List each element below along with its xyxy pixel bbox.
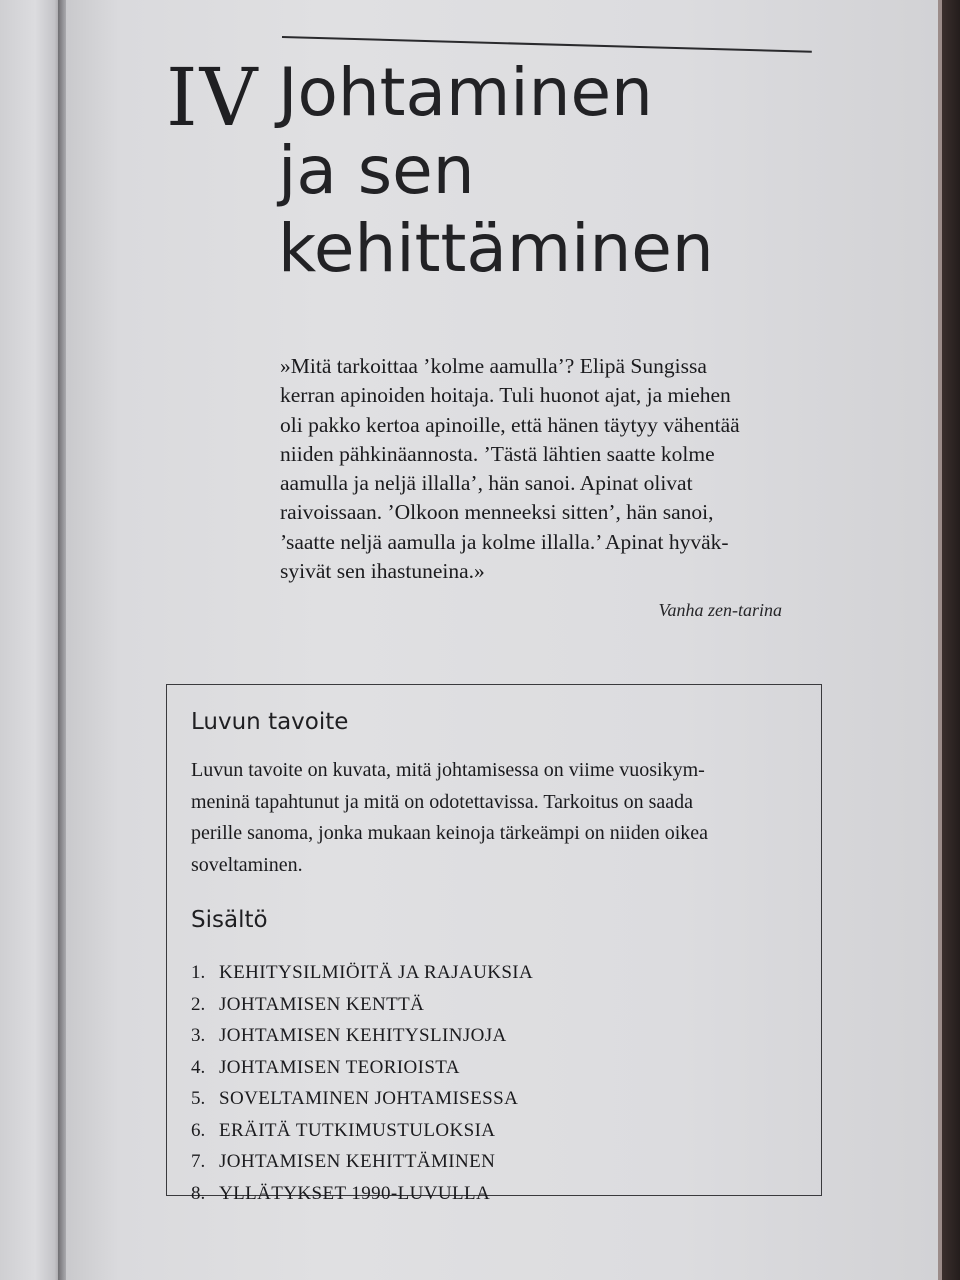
contents-item-label: KEHITYSILMIÖITÄ JA RAJAUKSIA — [219, 962, 534, 983]
contents-item-label: JOHTAMISEN KEHITYSLINJOJA — [219, 1025, 507, 1046]
left-page-edge — [0, 0, 64, 1280]
chapter-summary-box — [166, 684, 822, 1204]
contents-item-label: JOHTAMISEN KEHITTÄMINEN — [219, 1151, 496, 1172]
contents-item-number: 6. — [191, 1119, 206, 1141]
goal-line: meninä tapahtunut ja mitä on odotettavissa. Tarkoitus on saada — [191, 790, 694, 813]
contents-item-label: ERÄITÄ TUTKIMUSTULOKSIA — [219, 1119, 496, 1141]
contents-list — [191, 957, 533, 1209]
contents-item-number: 1. — [191, 962, 206, 983]
chapter-number: IV — [166, 51, 260, 144]
epigraph-line: syivät sen ihastuneina.» — [280, 559, 485, 584]
contents-item-label: YLLÄTYKSET 1990-LUVULLA — [219, 1182, 491, 1204]
goal-text — [191, 755, 801, 881]
epigraph-line: oli pakko kertoa apinoille, että hänen täytyy vähentää — [280, 412, 740, 437]
epigraph-line: niiden pähkinäannosta. ’Tästä lähtien saatte kolme — [280, 441, 715, 466]
contents-item — [191, 1115, 533, 1147]
contents-item-number: 7. — [191, 1151, 206, 1172]
contents-item — [191, 989, 533, 1021]
contents-item — [191, 957, 533, 989]
epigraph-quote — [280, 352, 822, 586]
contents-item-label: SOVELTAMINEN JOHTAMISESSA — [219, 1088, 519, 1109]
contents-item — [191, 1052, 533, 1084]
epigraph-line: kerran apinoiden hoitaja. Tuli huonot ajat, ja miehen — [280, 383, 731, 408]
book-cover-edge — [942, 0, 960, 1280]
contents-item — [191, 1020, 533, 1052]
contents-item-label: JOHTAMISEN KENTTÄ — [219, 993, 425, 1015]
contents-item-label: JOHTAMISEN TEORIOISTA — [219, 1056, 460, 1078]
epigraph-line: »Mitä tarkoittaa ’kolme aamulla’? Elipä Sungissa — [280, 354, 707, 378]
contents-item — [191, 1146, 533, 1178]
contents-item-number: 5. — [191, 1088, 206, 1109]
goal-heading: Luvun tavoite — [191, 709, 349, 735]
chapter-title — [278, 54, 714, 288]
contents-item-number: 8. — [191, 1182, 206, 1204]
chapter-title-line: ja sen — [278, 132, 475, 209]
epigraph-attribution: Vanha zen-tarina — [658, 600, 782, 620]
contents-item-number: 3. — [191, 1025, 206, 1046]
contents-heading: Sisältö — [191, 907, 268, 933]
epigraph-line: raivoissaan. ’Olkoon menneeksi sitten’, hän sanoi, — [280, 500, 714, 525]
chapter-title-line: Johtaminen — [278, 54, 653, 131]
epigraph-line: ’saatte neljä aamulla ja kolme illalla.’ Apinat hyväk- — [280, 529, 729, 554]
contents-item-number: 4. — [191, 1056, 206, 1078]
chapter-title-line: kehittäminen — [278, 210, 714, 287]
contents-item — [191, 1083, 533, 1115]
goal-line: perille sanoma, jonka mukaan keinoja tärkeämpi on niiden oikea — [191, 822, 709, 844]
contents-item-number: 2. — [191, 993, 206, 1015]
contents-item — [191, 1178, 533, 1210]
goal-line: soveltaminen. — [191, 853, 303, 876]
epigraph-line: aamulla ja neljä illalla’, hän sanoi. Apinat olivat — [280, 471, 693, 496]
goal-line: Luvun tavoite on kuvata, mitä johtamisessa on viime vuosikym- — [191, 759, 705, 781]
